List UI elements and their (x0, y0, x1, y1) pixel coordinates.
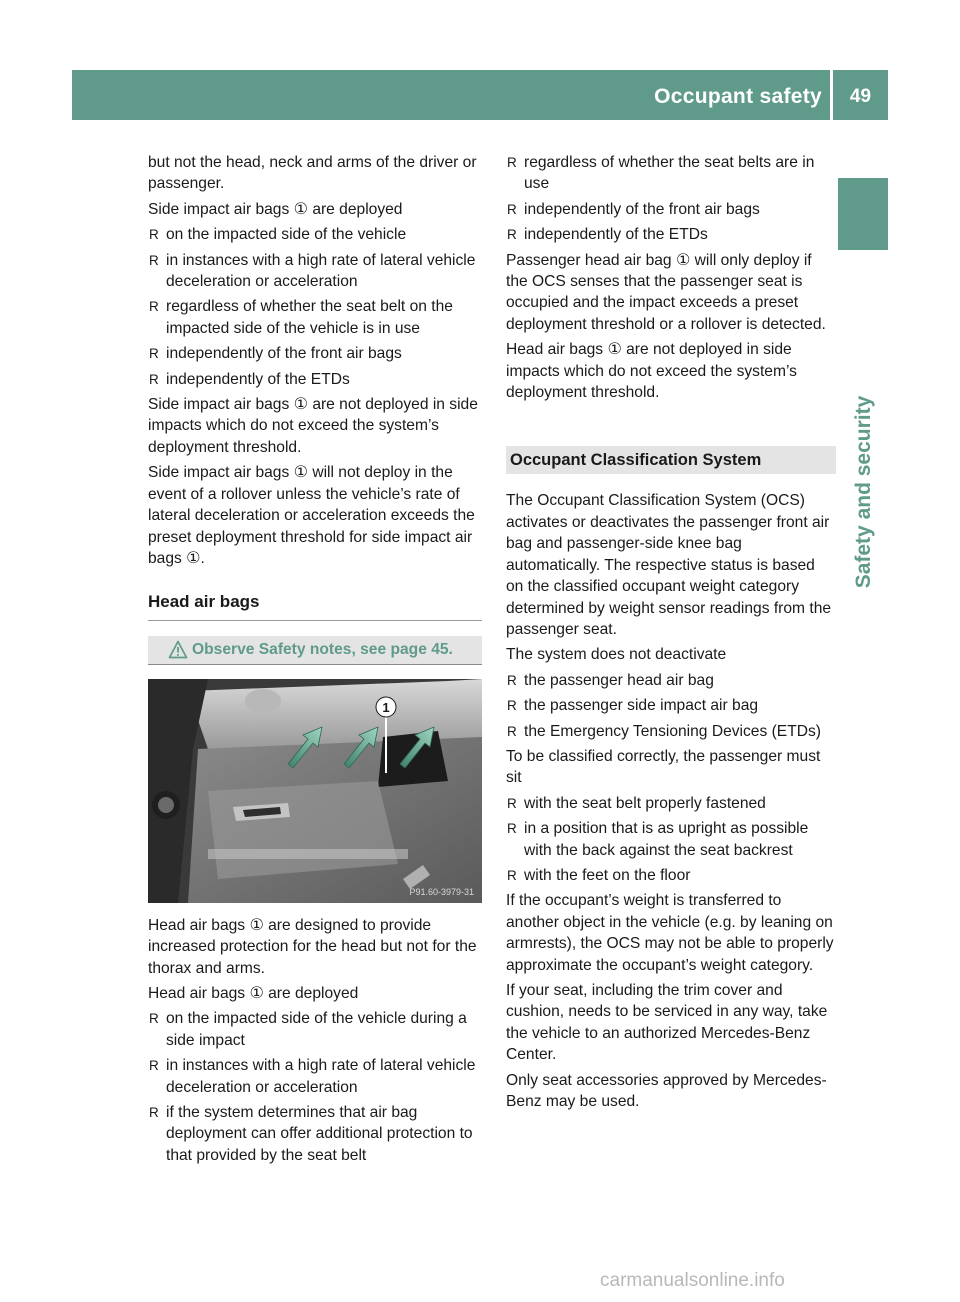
paragraph: The Occupant Classification System (OCS) activates or deactivates the passenger front air bag and passenger-side knee bag automatically. The respective status is based on the classified occupant weight category determined by weight sensor readings from the passenger seat. (506, 492, 832, 638)
list-item: R in a position that is as upright as possible with the back against the seat backrest (506, 818, 836, 861)
paragraph: Head air bags ① are not deployed in side impacts which do not exceed the system’s deployment threshold. (506, 341, 797, 402)
list-item: R regardless of whether the seat belts are in use (506, 152, 836, 195)
callout-1-icon: ① (186, 549, 201, 567)
paragraph: Side impact air bags ① will not deploy in the event of a rollover unless the vehicle’s rate of lateral deceleration or acceleration exceeds the preset deployment threshold for side impact air bags ①. (148, 464, 475, 567)
list-item: R the passenger side impact air bag (506, 695, 836, 716)
paragraph: If the occupant’s weight is transferred to another object in the vehicle (e.g. by leaning on armrests), the OCS may not be able to properly approximate the occupant’s weight category. (506, 892, 834, 974)
list-item: R if the system determines that air bag deployment can offer additional protection to that provided by the seat belt (148, 1102, 482, 1166)
image-code: P91.60-3979-31 (409, 886, 474, 897)
callout-1-icon: ① (293, 200, 308, 218)
paragraph: The system does not deactivate (506, 646, 727, 664)
callout-1-icon: ① (249, 916, 264, 934)
page-header (72, 70, 888, 120)
paragraph: Passenger head air bag ① will only deploy if the OCS senses that the passenger seat is occupied and the impact exceeds a preset deployment threshold or a rollover is detected. (506, 251, 826, 333)
bullet-list (506, 793, 836, 887)
side-tab-label: Safety and security (852, 395, 875, 589)
list-item: R independently of the ETDs (506, 224, 836, 245)
footer-watermark: carmanualsonline.info (600, 1270, 785, 1291)
paragraph: but not the head, neck and arms of the driver or passenger. (148, 154, 477, 193)
door-head-air-bag-photo (148, 679, 482, 903)
paragraph: Head air bags ① are deployed (148, 984, 359, 1002)
paragraph: If your seat, including the trim cover and cushion, needs to be serviced in any way, take the vehicle to an authorized Mercedes-Benz Center. (506, 982, 828, 1064)
list-item: R on the impacted side of the vehicle during a side impact (148, 1008, 482, 1051)
right-column (506, 152, 836, 1116)
paragraph: Side impact air bags ① are deployed (148, 200, 403, 218)
list-item: R the Emergency Tensioning Devices (ETDs) (506, 721, 836, 742)
bullet-list (506, 152, 836, 246)
paragraph: Side impact air bags ① are not deployed in side impacts which do not exceed the system’s deployment threshold. (148, 396, 478, 456)
list-item: R with the feet on the floor (506, 865, 836, 886)
callout-1-icon: ① (607, 341, 622, 359)
list-item: R the passenger head air bag (506, 670, 836, 691)
warning-note (148, 636, 482, 665)
list-item: R independently of the ETDs (148, 369, 482, 390)
page-number: 49 (849, 86, 872, 107)
side-tab-label-wrap (852, 395, 876, 589)
list-item: R in instances with a high rate of lateral vehicle deceleration or acceleration (148, 250, 482, 293)
section-title: Occupant safety (654, 85, 822, 108)
image-callout-1: 1 (382, 699, 390, 715)
callout-1-icon: ① (675, 251, 691, 269)
bullet-list (506, 670, 836, 742)
list-item: R in instances with a high rate of lateral vehicle deceleration or acceleration (148, 1055, 482, 1098)
paragraph: Head air bags ① are designed to provide increased protection for the head but not for the thorax and arms. (148, 916, 477, 977)
bullet-list (148, 224, 482, 390)
callout-1-icon: ① (293, 464, 308, 482)
section-heading-ocs: Occupant Classification System (506, 446, 836, 474)
bullet-list (148, 1008, 482, 1166)
paragraph: Only seat accessories approved by Mercedes-Benz may be used. (506, 1071, 827, 1111)
warning-text: Observe Safety notes, see page 45. (192, 640, 453, 658)
paragraph: To be classified correctly, the passenger must sit (506, 747, 821, 787)
warning-triangle-icon (168, 640, 188, 659)
list-item: R independently of the front air bags (148, 343, 482, 364)
callout-1-icon: ① (249, 984, 264, 1002)
list-item: R independently of the front air bags (506, 199, 836, 220)
list-item: R with the seat belt properly fastened (506, 793, 836, 814)
callout-1-icon: ① (293, 396, 308, 414)
section-heading-head-air-bags: Head air bags (148, 591, 482, 620)
list-item: R regardless of whether the seat belt on the impacted side of the vehicle is in use (148, 296, 482, 339)
side-tab-marker (838, 178, 888, 250)
list-item: R on the impacted side of the vehicle (148, 224, 482, 245)
left-column (148, 152, 482, 1170)
